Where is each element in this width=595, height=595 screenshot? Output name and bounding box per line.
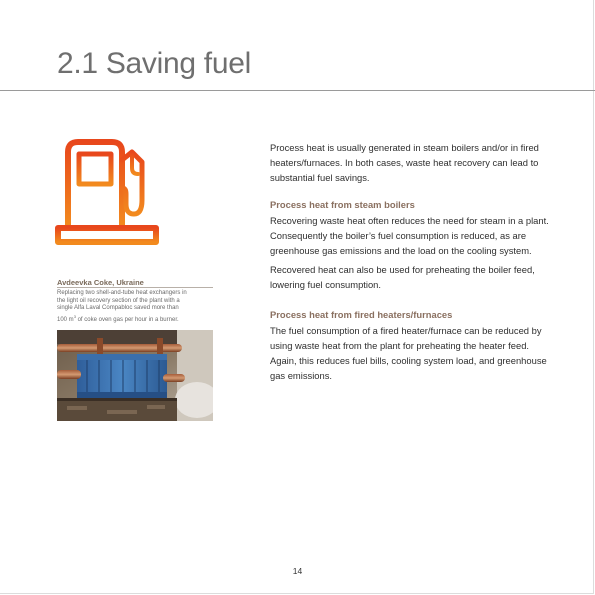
section-heading-steam-boilers: Process heat from steam boilers [270, 199, 415, 210]
caption-line-4: 100 m [57, 316, 74, 323]
steam-boilers-paragraph-1: Recovering waste heat often reduces the need for steam in a plant. Consequently the boiler’s fuel consumption is reduced, as are greenhouse gas emissions and the load on the cooling system. [270, 215, 549, 256]
heat-exchanger-photo [57, 330, 213, 421]
caption-title: Avdeevka Coke, Ukraine [57, 278, 144, 287]
intro-paragraph: Process heat is usually generated in steam boilers and/or in fired heaters/furnaces. In both cases, waste heat recovery can lead to substantial fuel savings. [270, 142, 539, 183]
caption-line-4-end: of coke oven gas per hour in a burner. [75, 316, 179, 323]
steam-boilers-paragraph-2: Recovered heat can also be used for preheating the boiler feed, lowering fuel consumption. [270, 264, 535, 290]
caption-line-3: single Alfa Laval Compabloc saved more than [57, 305, 179, 312]
page-title: 2.1 Saving fuel [57, 47, 251, 80]
caption-line-1: Replacing two shell-and-tube heat exchangers in [57, 290, 187, 296]
caption-divider [57, 287, 213, 288]
fuel-pump-icon [54, 138, 160, 248]
caption-text [57, 290, 217, 324]
fired-heaters-paragraph: The fuel consumption of a fired heater/furnace can be reduced by using waste heat from the plant for preheating the heater feed. Again, this reduces fuel bills, cooling system load, and greenhouse gas emissions. [270, 325, 547, 381]
page-number: 14 [292, 566, 303, 576]
caption-line-2: the light oil recovery section of the plant with a [57, 297, 180, 304]
caption-superscript: 3 [73, 313, 76, 319]
section-heading-fired-heaters: Process heat from fired heaters/furnaces [270, 309, 453, 320]
title-divider [0, 90, 595, 91]
